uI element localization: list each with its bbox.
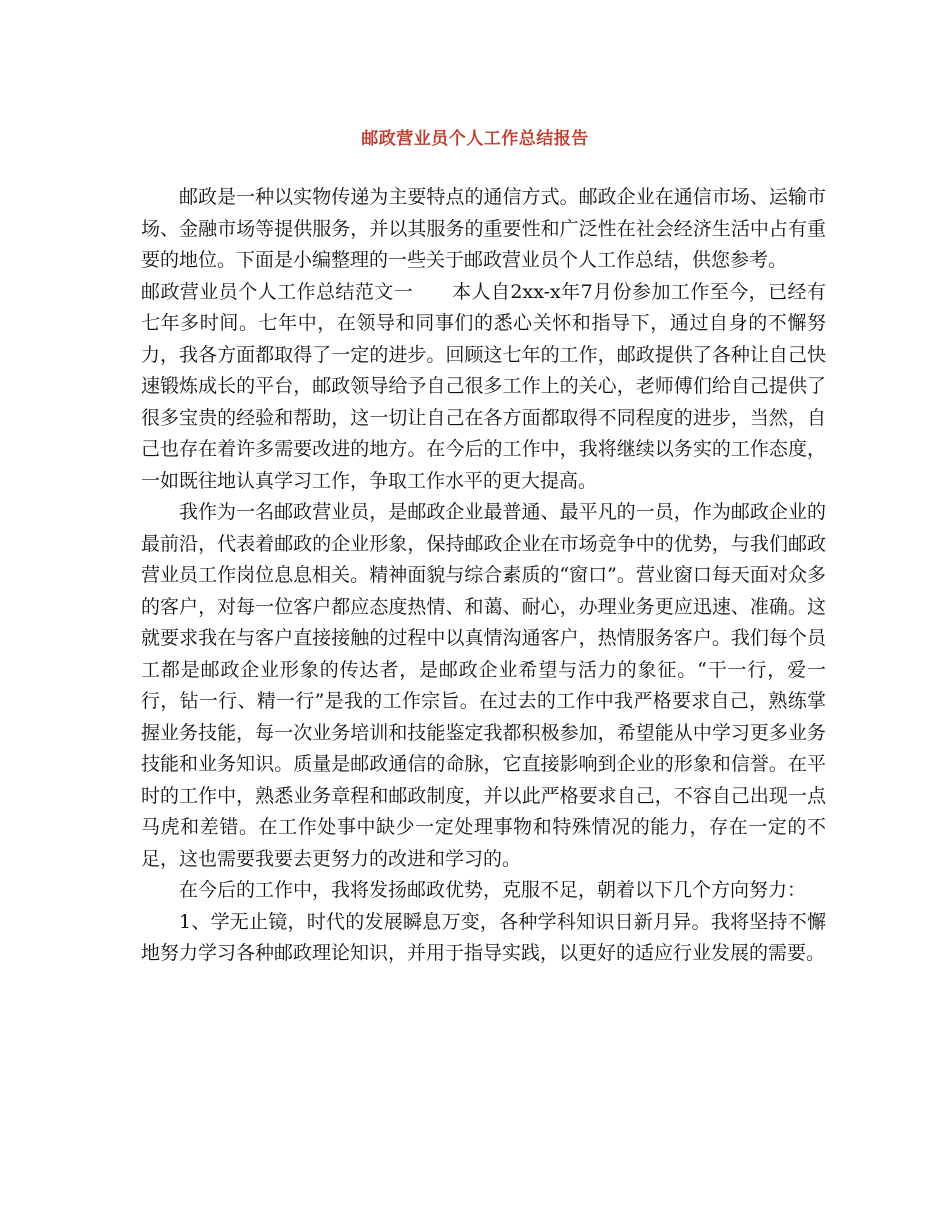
- document-body: [141, 182, 826, 970]
- document-title: 邮政营业员个人工作总结报告: [361, 129, 589, 149]
- paragraph-sample-one: 邮政营业员个人工作总结范文一 本人自2xx-x年7月份参加工作至今，已经有七年多时间。七年中，在领导和同事们的悉心关怀和指导下，通过自身的不懈努力，我各方面都取得了一定的进步。回顾这七年的工作，邮政提供了各种让自己快速锻炼成长的平台，邮政领导给予自己很多工作上的关心，老师傅们给自己提供了很多宝贵的经验和帮助，这一切让自己在各方面都取得不同程度的进步，当然，自己也存在着许多需要改进的地方。在今后的工作中，我将继续以务实的工作态度，一如既往地认真学习工作，争取工作水平的更大提高。: [141, 280, 826, 492]
- paragraph-point-one: 1、学无止镜，时代的发展瞬息万变，各种学科知识日新月异。我将坚持不懈地努力学习各种邮政理论知识，并用于指导实践，以更好的适应行业发展的需要。: [141, 910, 826, 964]
- paragraph-role: 我作为一名邮政营业员，是邮政企业最普通、最平凡的一员，作为邮政企业的最前沿，代表着邮政的企业形象，保持邮政企业在市场竞争中的优势，与我们邮政营业员工作岗位息息相关。精神面貌与综合素质的“窗口”。营业窗口每天面对众多的客户，对每一位客户都应态度热情、和蔼、耐心，办理业务更应迅速、准确。这就要求我在与客户直接接触的过程中以真情沟通客户，热情服务客户。我们每个员工都是邮政企业形象的传达者，是邮政企业希望与活力的象征。“干一行，爱一行，钻一行、精一行”是我的工作宗旨。在过去的工作中我严格要求自己，熟练掌握业务技能，每一次业务培训和技能鉴定我都积极参加，希望能从中学习更多业务技能和业务知识。质量是邮政通信的命脉，它直接影响到企业的形象和信誉。在平时的工作中，熟悉业务章程和邮政制度，并以此严格要求自己，不容自己出现一点马虎和差错。在工作处事中缺少一定处理事物和特殊情况的能力，存在一定的不足，这也需要我要去更努力的改进和学习的。: [141, 501, 826, 870]
- paragraph-future: 在今后的工作中，我将发扬邮政优势，克服不足，朝着以下几个方向努力：: [179, 879, 807, 901]
- paragraph-intro: 邮政是一种以实物传递为主要特点的通信方式。邮政企业在通信市场、运输市场、金融市场等提供服务，并以其服务的重要性和广泛性在社会经济生活中占有重要的地位。下面是小编整理的一些关于邮政营业员个人工作总结，供您参考。: [141, 186, 826, 271]
